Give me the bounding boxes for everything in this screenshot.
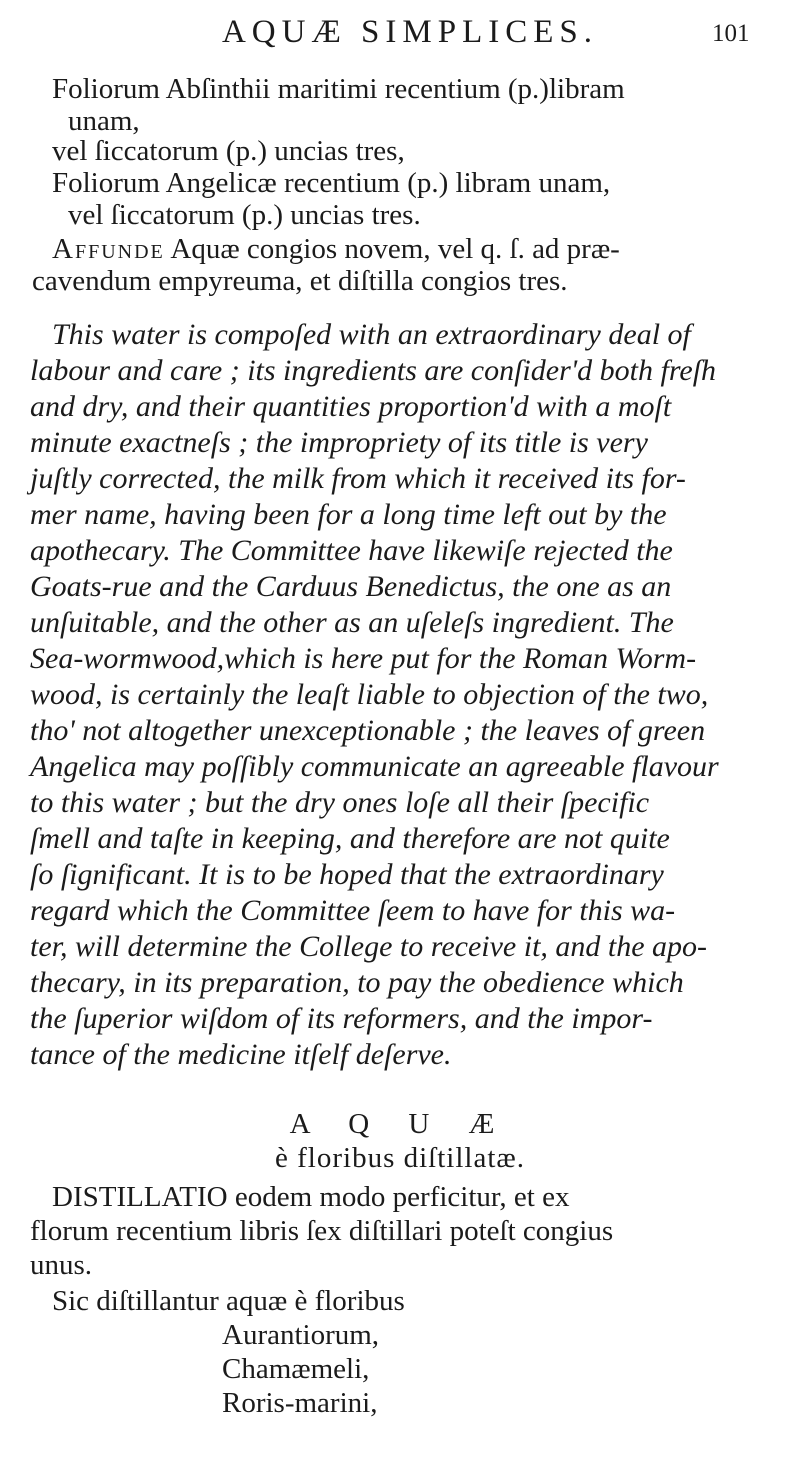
flower-item: Aurantiorum, bbox=[222, 1319, 380, 1351]
running-head: AQUÆ SIMPLICES. bbox=[221, 14, 599, 50]
commentary-line: juſtly corrected, the milk from which it received its for- bbox=[30, 462, 686, 495]
recipe-line: Foliorum Angelicæ recentium (p.) libram unam, bbox=[52, 167, 611, 199]
directions-line: cavendum empyreuma, et diſtilla congios tres. bbox=[32, 265, 568, 297]
recipe-line: Foliorum Abſinthii maritimi recentium (p.)libram bbox=[52, 73, 625, 105]
section-subtitle: è floribus diſtillatæ. bbox=[275, 1142, 525, 1174]
commentary-line: ſo ſignificant. It is to be hoped that the extraordinary bbox=[30, 858, 664, 891]
commentary-line: apothecary. The Committee have likewiſe rejected the bbox=[30, 534, 673, 567]
commentary-line: tho' not altogether unexceptionable ; the leaves of green bbox=[30, 714, 706, 747]
commentary-line: wood, is certainly the leaſt liable to objection of the two, bbox=[30, 678, 709, 711]
distillatio-line: florum recentium libris ſex diſtillari poteſt congius bbox=[30, 1215, 614, 1247]
commentary-line: minute exactneſs ; the impropriety of its title is very bbox=[30, 426, 648, 459]
recipe-line: unam, bbox=[68, 105, 140, 137]
section-title: A Q U Æ bbox=[289, 1108, 511, 1140]
commentary-line: Angelica may poſſibly communicate an agreeable flavour bbox=[30, 750, 719, 783]
flower-item: Chamæmeli, bbox=[222, 1353, 370, 1385]
sic-line: Sic diſtillantur aquæ è floribus bbox=[52, 1285, 405, 1317]
recipe-line: vel ſiccatorum (p.) uncias tres. bbox=[68, 199, 421, 231]
commentary-line: ſmell and taſte in keeping, and therefore are not quite bbox=[30, 822, 670, 855]
commentary-line: This water is compoſed with an extraordinary deal of bbox=[52, 318, 691, 351]
commentary-line: labour and care ; its ingredients are conſider'd both freſh bbox=[30, 354, 717, 387]
commentary-line: and dry, and their quantities proportion'd with a moſt bbox=[30, 390, 672, 423]
commentary-line: regard which the Committee ſeem to have for this wa- bbox=[30, 894, 676, 927]
commentary-line: ter, will determine the College to receive it, and the apo- bbox=[30, 930, 708, 963]
commentary-line: mer name, having been for a long time left out by the bbox=[30, 498, 667, 531]
distillatio-line: DISTILLATIO eodem modo perficitur, et ex bbox=[52, 1181, 570, 1213]
commentary-line: thecary, in its preparation, to pay the obedience which bbox=[30, 966, 684, 999]
commentary-line: Goats-rue and the Carduus Benedictus, the one as an bbox=[30, 570, 672, 603]
directions-line bbox=[52, 232, 620, 266]
directions-rest: Aquæ congios novem, vel q. ſ. ad præ- bbox=[164, 233, 620, 265]
flower-item: Roris-marini, bbox=[222, 1387, 378, 1419]
commentary-line: the ſuperior wiſdom of its reformers, and the impor- bbox=[30, 1002, 653, 1035]
commentary-line: to this water ; but the dry ones loſe all their ſpecific bbox=[30, 786, 650, 819]
commentary-line: unſuitable, and the other as an uſeleſs ingredient. The bbox=[30, 606, 674, 639]
directions-lead: Affunde bbox=[52, 233, 165, 265]
recipe-line: vel ſiccatorum (p.) uncias tres, bbox=[52, 135, 405, 167]
commentary-line: tance of the medicine itſelf deſerve. bbox=[30, 1038, 452, 1071]
commentary-line: Sea-wormwood,which is here put for the Roman Worm- bbox=[30, 642, 697, 675]
page-number: 101 bbox=[712, 20, 750, 47]
distillatio-line: unus. bbox=[30, 1249, 93, 1281]
